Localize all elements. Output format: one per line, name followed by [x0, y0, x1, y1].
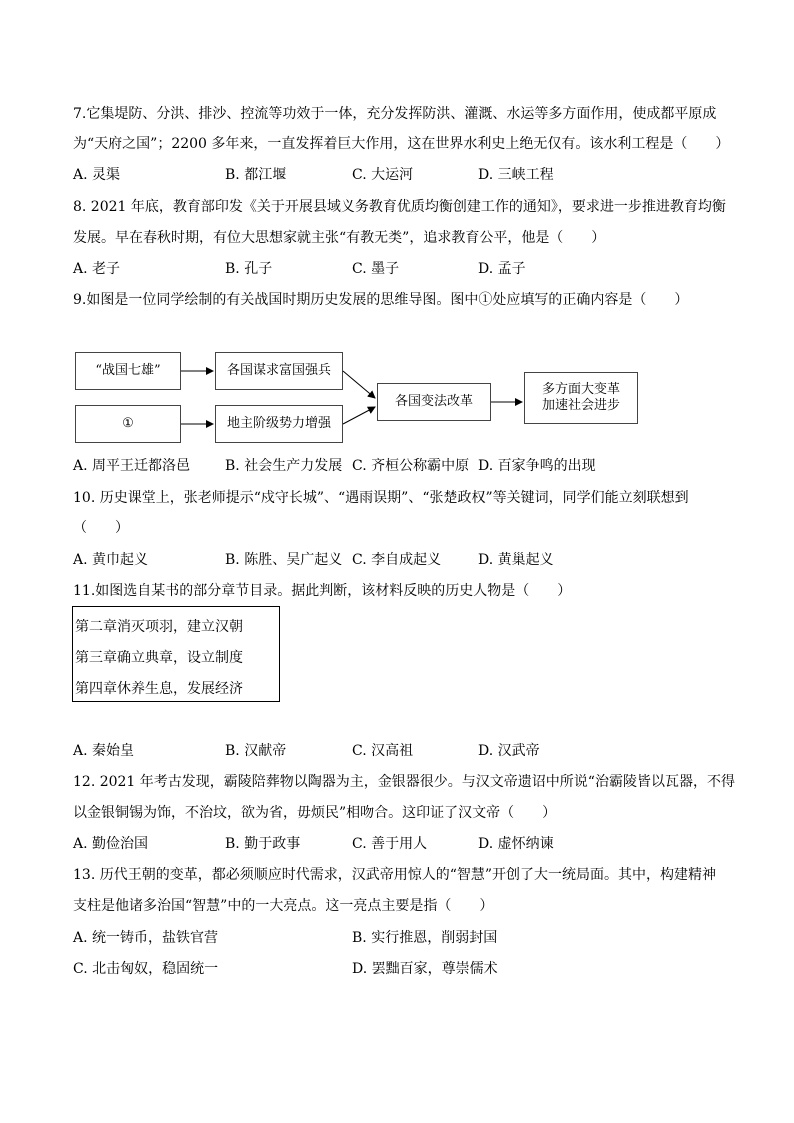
arrow-3 [343, 371, 375, 398]
q7-option-d[interactable]: D. 三峡工程 [478, 167, 554, 183]
toc-chapter-2: 第二章消灭项羽，建立汉朝 [75, 619, 243, 635]
q11-table-of-contents [72, 606, 280, 702]
q12-option-c[interactable]: C. 善于用人 [352, 836, 428, 852]
q12-option-a[interactable]: A. 勤俭治国 [73, 836, 149, 852]
mindmap-box-social-progress-line1: 多方面大变革 [541, 382, 620, 397]
q8-stem-line2: 发展。早在春秋时期，有位大思想家就主张“有教无类”，追求教育公平，他是（ ） [73, 230, 606, 246]
q8-option-d[interactable]: D. 孟子 [478, 261, 526, 277]
q7-option-b[interactable]: B. 都江堰 [225, 167, 287, 183]
q9-option-b[interactable]: B. 社会生产力发展 [225, 458, 343, 474]
q12-stem-line1: 12. 2021 年考古发现，霸陵陪葬物以陶器为主，金银器很少。与汉文帝遗诏中所说“治霸陵皆以瓦器，不得 [73, 774, 735, 790]
q12-option-b[interactable]: B. 勤于政事 [225, 836, 301, 852]
q11-option-b[interactable]: B. 汉献帝 [225, 743, 287, 759]
q11-option-d[interactable]: D. 汉武帝 [478, 743, 540, 759]
q13-option-d[interactable]: D. 罢黜百家，尊崇儒术 [352, 961, 498, 977]
mindmap-box-social-progress-line2: 加速社会进步 [541, 398, 620, 413]
arrow-4 [343, 407, 375, 424]
q13-stem-line1: 13. 历代王朝的变革，都必须顺应时代需求，汉武帝用惊人的“智慧”开创了大一统局面。其中，构建精神 [73, 867, 717, 883]
q10-option-c[interactable]: C. 李自成起义 [352, 552, 442, 568]
q12-stem-line2: 以金银铜锡为饰，不治坟，欲为省，毋烦民”相吻合。这印证了汉文帝（ ） [73, 805, 557, 821]
q8-option-c[interactable]: C. 墨子 [352, 261, 400, 277]
q13-option-c[interactable]: C. 北击匈奴，稳固统一 [73, 961, 219, 977]
q10-option-b[interactable]: B. 陈胜、吴广起义 [225, 552, 343, 568]
q7-stem-line2: 为“天府之国”；2200 多年来，一直发挥着巨大作用，这在世界水利史上绝无仅有。该水利工程是（ ） [73, 136, 730, 152]
q9-stem-line1: 9.如图是一位同学绘制的有关战国时期历史发展的思维导图。图中①处应填写的正确内容是（ ） [73, 292, 689, 308]
q10-stem-line1: 10. 历史课堂上，张老师提示“戍守长城”、“遇雨误期”、“张楚政权”等关键词，同学们能立刻联想到 [73, 490, 689, 506]
mindmap-arrows [0, 0, 794, 480]
q7-option-c[interactable]: C. 大运河 [352, 167, 414, 183]
q13-option-b[interactable]: B. 实行推恩，削弱封国 [352, 930, 498, 946]
mindmap-box-warring-states: “战国七雄” [75, 352, 181, 390]
q9-option-a[interactable]: A. 周平王迁都洛邑 [73, 458, 191, 474]
q8-stem-line1: 8. 2021 年底，教育部印发《关于开展县域义务教育优质均衡创建工作的通知》，要求进一步推进教育均衡 [73, 199, 726, 215]
toc-chapter-4: 第四章休养生息，发展经济 [75, 681, 243, 697]
q9-option-d[interactable]: D. 百家争鸣的出现 [478, 458, 596, 474]
mindmap-box-wealth-strength: 各国谋求富国强兵 [215, 352, 343, 390]
q8-option-b[interactable]: B. 孔子 [225, 261, 273, 277]
q13-option-a[interactable]: A. 统一铸币，盐铁官营 [73, 930, 219, 946]
q11-option-c[interactable]: C. 汉高祖 [352, 743, 414, 759]
q10-stem-line2: （ ） [73, 520, 129, 536]
mindmap-box-landlord-power: 地主阶级势力增强 [215, 405, 343, 443]
q9-option-c[interactable]: C. 齐桓公称霸中原 [352, 458, 470, 474]
toc-chapter-3: 第三章确立典章，设立制度 [75, 650, 243, 666]
q13-stem-line2: 支柱是他诸多治国“智慧”中的一大亮点。这一亮点主要是指（ ） [73, 898, 494, 914]
q11-stem-line1: 11.如图选自某书的部分章节目录。据此判断，该材料反映的历史人物是（ ） [73, 583, 572, 599]
q12-option-d[interactable]: D. 虚怀纳谏 [478, 836, 554, 852]
q8-option-a[interactable]: A. 老子 [73, 261, 121, 277]
mindmap-box-reforms: 各国变法改革 [377, 383, 491, 421]
q7-option-a[interactable]: A. 灵渠 [73, 167, 121, 183]
q7-stem-line1: 7.它集堤防、分洪、排沙、控流等功效于一体，充分发挥防洪、灌溉、水运等多方面作用，使成都平原成 [73, 106, 717, 122]
q10-option-a[interactable]: A. 黄巾起义 [73, 552, 149, 568]
q11-option-a[interactable]: A. 秦始皇 [73, 743, 135, 759]
mindmap-box-blank: ① [75, 405, 181, 443]
q10-option-d[interactable]: D. 黄巢起义 [478, 552, 554, 568]
